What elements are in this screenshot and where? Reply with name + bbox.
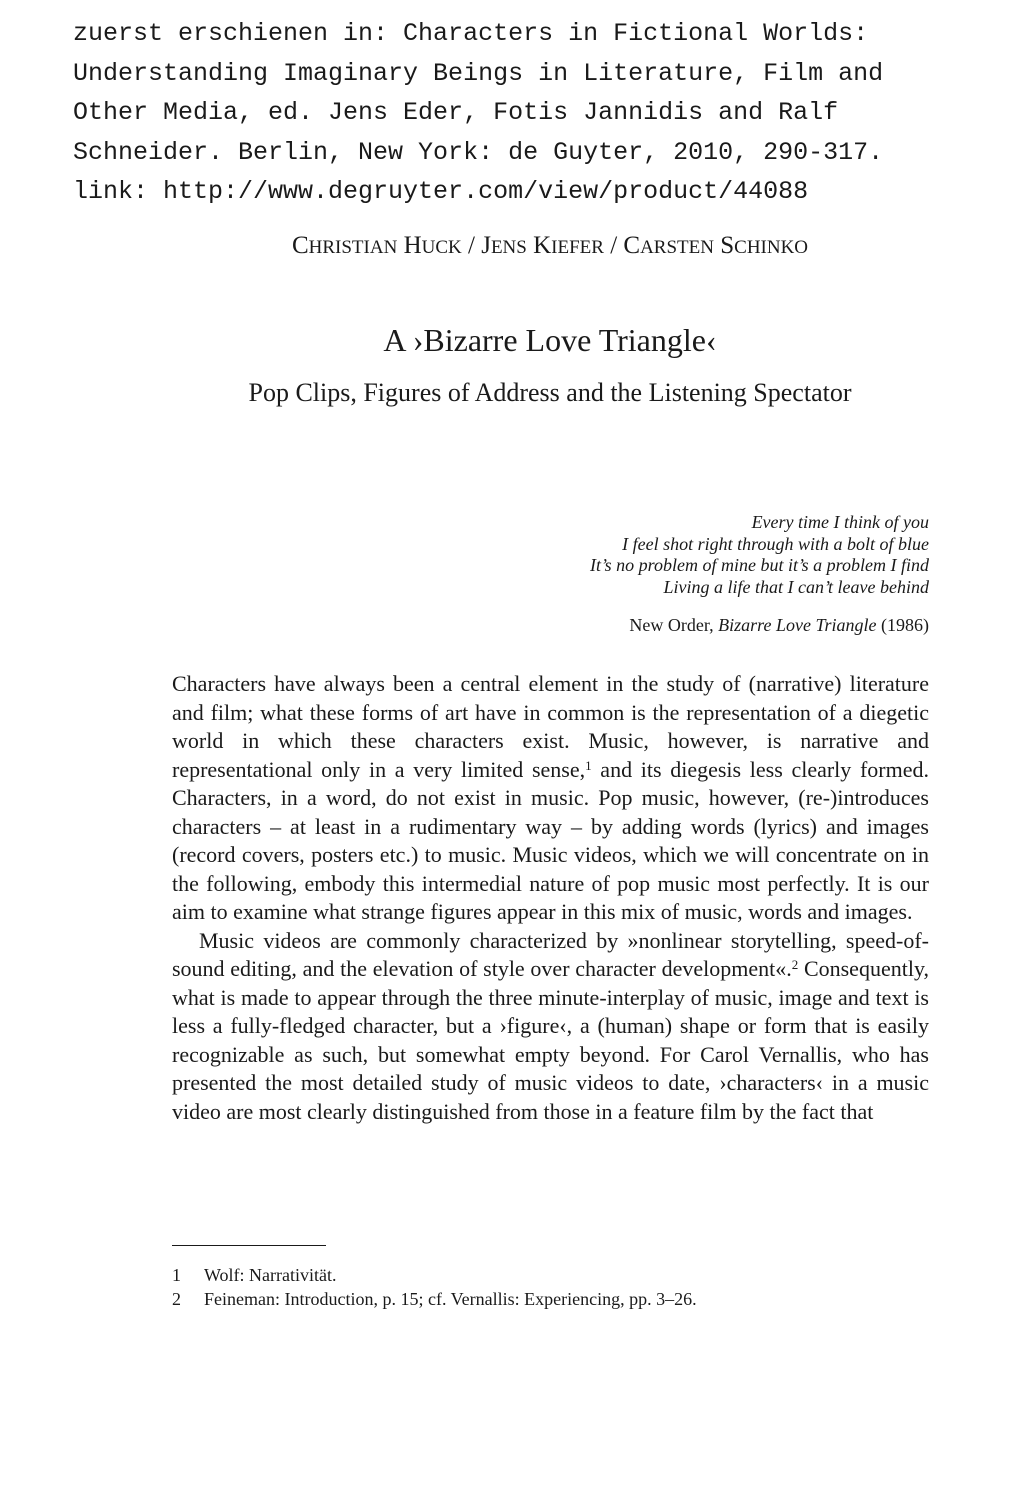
publication-note-line: Other Media, ed. Jens Eder, Fotis Jannidis and Ralf — [73, 98, 839, 127]
epigraph-source: New Order, Bizarre Love Triangle (1986) — [629, 615, 929, 635]
author-separator: / — [468, 232, 475, 259]
author-carsten-schinko: CARSTEN SCHINKO — [623, 232, 809, 259]
paper-title: A ›Bizarre Love Triangle‹ — [383, 322, 717, 358]
author-separator: / — [610, 232, 618, 259]
footnote-ref-2[interactable]: 2 — [791, 957, 799, 972]
publication-note-line: Schneider. Berlin, New York: de Guyter, 2010, 290-317. — [73, 137, 884, 167]
epigraph-line: It’s no problem of mine but it’s a problem I find — [590, 555, 929, 575]
footnote-divider — [172, 1245, 326, 1246]
footnote — [172, 1287, 932, 1311]
author-jens-kiefer: JENS KIEFER — [481, 232, 604, 259]
epigraph — [590, 512, 929, 598]
footnote-number: 1 — [172, 1265, 181, 1285]
paper-subtitle: Pop Clips, Figures of Address and the Listening Spectator — [248, 378, 852, 407]
publication-note-line: zuerst erschienen in: Characters in Fictional Worlds: — [73, 19, 869, 48]
footnote-text: Wolf: Narrativität. — [204, 1265, 337, 1285]
epigraph-line: Every time I think of you — [751, 512, 929, 532]
publication-note-line: Understanding Imaginary Beings in Literature, Film and — [73, 58, 884, 88]
epigraph-line: Living a life that I can’t leave behind — [663, 576, 929, 597]
footnote-ref-1[interactable]: 1 — [585, 757, 592, 773]
paragraph: Characters have always been a central element in the study of (narrative) literature and film; what these forms of art have in common is the representation of a diegetic world in which these characters exist. Music, however, is narrative and representational only in a very limited sense,$^1$ and its diegesis less clearly formed. Characters, in a word, do not exist in music. Pop music, however, (re-)introduces characters – at least in a rudimentary way – by adding words (lyrics) and images (record covers, posters etc.) to music. Music videos, which we will concentrate on in the following, embody this intermedial nature of pop music most perfectly. It is our aim to examine what strange figures appear in this mix of music, words and images. — [172, 671, 929, 924]
footnote — [172, 1263, 932, 1287]
publication-note-link[interactable]: link: http://www.degruyter.com/view/product/44088 — [73, 177, 809, 206]
epigraph-line: I feel shot right through with a bolt of blue — [622, 533, 929, 554]
author-line — [0, 232, 1020, 260]
paragraph: Music videos are commonly characterized by »nonlinear storytelling, speed-of-sound editing, and the elevation of style over character development«.$^2$ Consequently, what is made to appear through the three minute-interplay of music, image and text is less a fully-fledged character, but a ›figure‹, a (human) shape or form that is easily recognizable as such, but somewhat empty beyond. For Carol Vernallis, who has presented the most detailed study of music videos to date, ›characters‹ in a music video are most clearly distinguished from those in a feature film by the fact that — [172, 927, 930, 1124]
author-christian-huck: CHRISTIAN HUCK — [291, 232, 462, 259]
publication-note — [73, 14, 1013, 212]
footnotes — [172, 1263, 932, 1311]
footnote-text: Feineman: Introduction, p. 15; cf. Vernallis: Experiencing, pp. 3–26. — [204, 1289, 697, 1309]
footnote-number: 2 — [172, 1289, 181, 1309]
body-text — [172, 670, 929, 1126]
